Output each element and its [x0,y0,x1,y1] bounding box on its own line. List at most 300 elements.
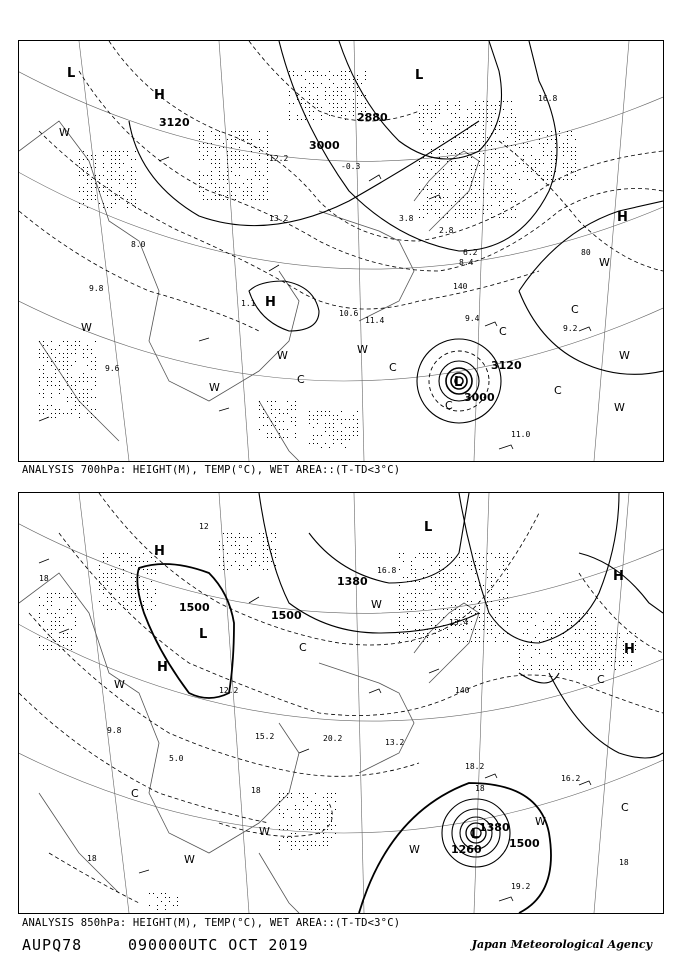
wet-dot [147,569,148,570]
wet-dot [71,345,72,346]
warm-symbol: W [81,321,92,334]
wet-dot [487,561,488,562]
wet-dot [455,185,456,186]
wet-dot [483,133,484,134]
wet-dot [95,167,96,168]
wet-dot [475,633,476,634]
wet-dot [71,389,72,390]
wet-dot [317,443,318,444]
height-label: 2880 [357,111,388,124]
wet-dot [543,155,544,156]
wet-dot [63,357,64,358]
wet-dot [507,101,508,102]
wet-dot [333,107,334,108]
wet-dot [471,189,472,190]
wet-dot [111,187,112,188]
wet-dot [131,577,132,578]
wet-dot [595,625,596,626]
wet-dot [235,175,236,176]
wet-dot [119,151,120,152]
wet-dot [523,171,524,172]
wet-dot [287,797,288,798]
wet-dot [539,131,540,132]
wet-dot [471,185,472,186]
wet-dot [527,143,528,144]
wet-dot [91,369,92,370]
wet-dot [107,577,108,578]
wet-dot [341,91,342,92]
wet-dot [527,167,528,168]
wet-dot [67,361,68,362]
wet-dot [523,155,524,156]
wet-dot [591,637,592,638]
wet-dot [227,537,228,538]
wet-dot [67,649,68,650]
wet-dot [459,129,460,130]
wet-dot [451,121,452,122]
wet-dot [301,119,302,120]
wet-dot [103,167,104,168]
wet-dot [575,653,576,654]
wet-dot [279,845,280,846]
wet-dot [535,159,536,160]
wet-dot [483,117,484,118]
wet-dot [439,149,440,150]
wet-dot [75,405,76,406]
cold-symbol: C [445,399,453,412]
wet-dot [311,813,312,814]
wet-dot [583,629,584,630]
wet-dot [115,609,116,610]
wet-dot [427,633,428,634]
wet-dot [507,173,508,174]
wet-dot [215,187,216,188]
wet-dot [313,419,314,420]
wet-dot [131,557,132,558]
wet-dot [551,669,552,670]
wet-dot [471,165,472,166]
wet-dot [51,637,52,638]
wet-dot [487,577,488,578]
wet-dot [559,665,560,666]
wet-dot [467,193,468,194]
wet-dot [333,431,334,432]
wet-dot [169,897,170,898]
wet-dot [427,109,428,110]
wet-dot [439,637,440,638]
station-value: 16.2 [561,774,581,783]
wet-dot [427,553,428,554]
wet-dot [415,569,416,570]
wet-dot [455,605,456,606]
wet-dot [143,561,144,562]
wet-dot [431,613,432,614]
wet-dot [345,75,346,76]
wet-dot [551,653,552,654]
wet-dot [353,99,354,100]
wet-dot [67,597,68,598]
wet-dot [287,437,288,438]
wet-dot [131,585,132,586]
high-pressure-symbol: H [624,642,635,657]
wet-dot [591,617,592,618]
wet-dot [427,113,428,114]
wet-dot [623,657,624,658]
wet-dot [603,665,604,666]
wet-dot [95,175,96,176]
wet-dot [151,601,152,602]
wet-dot [543,147,544,148]
wet-dot [71,385,72,386]
wet-dot [291,837,292,838]
height-contours [137,493,663,758]
wet-dot [51,593,52,594]
wet-dot [455,577,456,578]
wet-dot [247,537,248,538]
wet-dot [331,829,332,830]
wet-dot [459,193,460,194]
wet-dot [487,205,488,206]
wet-dot [431,149,432,150]
wet-dot [315,845,316,846]
wet-dot [471,173,472,174]
wet-dot [71,649,72,650]
wet-dot [67,357,68,358]
wet-dot [51,353,52,354]
wet-dot [47,405,48,406]
longitude-label: 140 [453,282,468,291]
wet-dot [223,199,224,200]
wet-dot [247,549,248,550]
wet-dot [599,653,600,654]
wet-dot [127,151,128,152]
wet-dot [317,411,318,412]
wet-dot [345,107,346,108]
wet-dot [43,357,44,358]
wet-dot [211,147,212,148]
wet-dot [539,641,540,642]
wet-dot [459,197,460,198]
wet-dot [539,159,540,160]
wet-dot [103,155,104,156]
wet-dot [423,141,424,142]
wet-dot [559,179,560,180]
wet-dot [123,553,124,554]
wet-dot [475,125,476,126]
wet-dot [399,557,400,558]
wet-dot [115,577,116,578]
panel-caption-700hpa: ANALYSIS 700hPa: HEIGHT(M), TEMP(°C), WET AREA::(T-TD<3°C) [22,464,401,476]
wet-dot [459,153,460,154]
height-label: 1260 [451,843,482,856]
wet-dot [547,633,548,634]
wet-dot [345,447,346,448]
wet-dot [227,569,228,570]
wet-dot [107,597,108,598]
wet-dot [439,181,440,182]
wet-dot [467,605,468,606]
wet-dot [431,169,432,170]
wet-dot [341,111,342,112]
wet-dot [439,641,440,642]
wet-dot [79,381,80,382]
wet-dot [463,613,464,614]
wet-dot [325,91,326,92]
wet-dot [271,437,272,438]
wet-dot [491,117,492,118]
wet-dot [263,549,264,550]
wet-dot [317,419,318,420]
wet-dot [99,187,100,188]
wet-dot [431,161,432,162]
wet-dot [403,609,404,610]
wet-dot [67,609,68,610]
wet-dot [551,175,552,176]
wet-dot [443,573,444,574]
wet-dot [43,369,44,370]
wet-dot [235,151,236,152]
wet-dot [531,665,532,666]
wet-dot [79,345,80,346]
wet-dot [59,621,60,622]
wet-dot [115,553,116,554]
wet-dot [475,613,476,614]
wet-dot [475,177,476,178]
wet-dot [345,435,346,436]
wet-dot [151,569,152,570]
wet-dot [427,185,428,186]
wet-dot [95,377,96,378]
wet-dot [115,195,116,196]
wet-dot [83,349,84,350]
wet-dot [471,641,472,642]
wet-dot [491,625,492,626]
wet-dot [547,171,548,172]
wet-dot [583,665,584,666]
wet-dot [95,361,96,362]
station-value: 16.8 [538,94,558,103]
wet-dot [455,201,456,202]
high-pressure-symbol: H [154,544,165,559]
wet-dot [491,577,492,578]
wet-dot [313,119,314,120]
wet-dot [309,115,310,116]
wet-dot [439,189,440,190]
wet-dot [463,581,464,582]
low-pressure-symbol: L [199,627,208,642]
wet-dot [279,437,280,438]
wet-dot [567,151,568,152]
wet-dot [275,537,276,538]
wet-dot [579,653,580,654]
wet-dot [567,167,568,168]
wet-dot [131,191,132,192]
wet-dot [563,669,564,670]
wet-dot [463,593,464,594]
wet-dot [435,617,436,618]
wet-dot [551,649,552,650]
wet-dot [103,191,104,192]
wet-dot [39,393,40,394]
wet-dot [83,389,84,390]
wet-dot [495,197,496,198]
wet-dot [91,349,92,350]
wet-dot [259,139,260,140]
wet-dot [491,553,492,554]
wet-dot [435,213,436,214]
wet-dot [487,117,488,118]
wet-dot [499,105,500,106]
wet-dot [611,657,612,658]
wet-dot [239,565,240,566]
wet-dot [243,565,244,566]
wet-dot [211,175,212,176]
wet-dot [349,111,350,112]
wet-dot [259,131,260,132]
wet-dot [155,589,156,590]
wet-dot [503,129,504,130]
wet-dot [495,133,496,134]
wet-dot [479,621,480,622]
wet-dot [127,187,128,188]
wet-dot [243,139,244,140]
wet-dot [333,439,334,440]
wet-dot [39,377,40,378]
wet-dot [67,353,68,354]
wet-dot [55,629,56,630]
wet-dot [451,633,452,634]
wet-dot [99,179,100,180]
wet-dot [507,157,508,158]
wet-dot [499,601,500,602]
wet-dot [447,553,448,554]
wet-dot [239,553,240,554]
wet-dot [325,99,326,100]
wet-dot [575,147,576,148]
wet-dot [243,191,244,192]
wet-dot [511,193,512,194]
wet-dot [91,199,92,200]
wet-dot [439,153,440,154]
wet-dot [475,553,476,554]
wet-dot [471,113,472,114]
wet-dot [555,657,556,658]
wet-dot [275,421,276,422]
wet-dot [107,605,108,606]
wet-dot [357,107,358,108]
wet-dot [539,633,540,634]
wet-dot [507,137,508,138]
wet-dot [91,159,92,160]
wet-dot [231,171,232,172]
wet-dot [337,431,338,432]
wet-dot [571,669,572,670]
wet-dot [87,179,88,180]
wet-dot [459,201,460,202]
wet-dot [305,107,306,108]
wet-dot [243,195,244,196]
wet-dot [115,151,116,152]
wet-dot [329,95,330,96]
wet-dot [345,71,346,72]
wet-dot [459,181,460,182]
wet-dot [123,561,124,562]
wet-dot [563,167,564,168]
wet-dot [215,159,216,160]
wet-dot [111,175,112,176]
wet-dot [499,593,500,594]
wet-dot [407,637,408,638]
wet-dot [399,605,400,606]
wet-dot [83,377,84,378]
wet-dot [499,581,500,582]
wet-dot [443,133,444,134]
wet-dot [91,377,92,378]
warm-symbol: W [259,825,270,838]
wet-dot [539,669,540,670]
wet-dot [59,637,60,638]
wet-dot [123,163,124,164]
wet-dot [459,557,460,558]
wet-dot [563,147,564,148]
wet-dot [131,167,132,168]
wet-dot [463,137,464,138]
wet-dot [423,113,424,114]
wet-dot [403,577,404,578]
wet-dot [111,593,112,594]
wet-dot [327,837,328,838]
wet-dot [435,173,436,174]
wet-dot [247,179,248,180]
wet-dot [499,201,500,202]
wet-dot [567,179,568,180]
wet-dot [571,159,572,160]
wet-dot [491,633,492,634]
station-value: 2.8 [439,226,454,235]
wet-dot [79,393,80,394]
wet-dot [151,573,152,574]
wet-dot [227,195,228,196]
wet-dot [467,209,468,210]
wet-dot [515,217,516,218]
wet-dot [427,177,428,178]
wet-dot [219,549,220,550]
wet-dot [439,561,440,562]
wet-dot [631,661,632,662]
wet-dot [467,609,468,610]
wet-dot [207,183,208,184]
wet-dot [71,377,72,378]
wet-dot [567,641,568,642]
wet-dot [619,661,620,662]
wet-dot [463,121,464,122]
wet-dot [227,191,228,192]
wet-dot [267,437,268,438]
wet-dot [403,629,404,630]
wet-dot [423,589,424,590]
wet-dot [407,613,408,614]
wet-dot [329,415,330,416]
wet-dot [251,199,252,200]
wet-dot [447,629,448,630]
wet-dot [271,541,272,542]
wet-dot [315,793,316,794]
wet-dot [103,585,104,586]
wet-dot [399,625,400,626]
wet-dot [59,617,60,618]
wet-dot [231,143,232,144]
wet-dot [267,179,268,180]
